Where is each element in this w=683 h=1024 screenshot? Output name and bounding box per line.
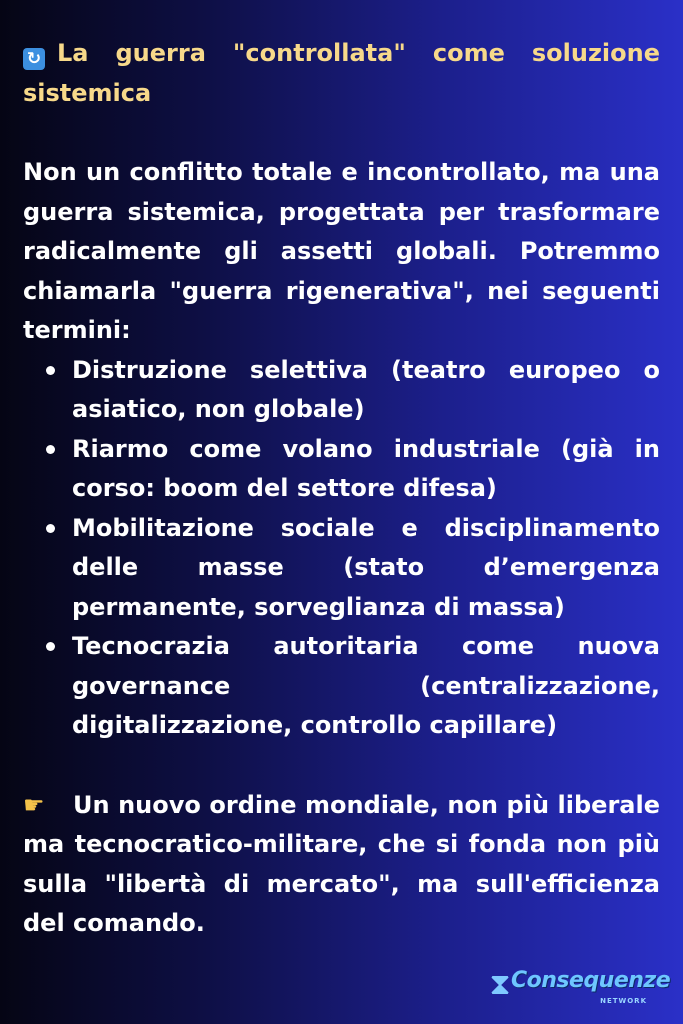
logo-wordmark: Consequenze <box>511 968 671 993</box>
bullet-dot-icon <box>46 524 55 533</box>
bullet-text: Distruzione selettiva (teatro europeo o asiatico, non globale) <box>72 355 660 423</box>
hourglass-icon: ⧗ <box>489 967 511 1002</box>
intro-paragraph: Non un conflitto totale e incontrollato, ma una guerra sistemica, progettata per trasformare radicalmente gli assetti globali. Potremmo chiamarla "guerra rigenerativa", nei seguenti termini: <box>23 158 660 344</box>
brand-logo <box>489 964 671 1008</box>
section-heading <box>23 34 660 113</box>
pointing-hand-icon: ☛ <box>23 790 45 819</box>
article-text <box>23 34 660 944</box>
bullet-dot-icon <box>46 445 55 454</box>
repeat-arrows-icon: ↻ <box>23 48 45 70</box>
bullet-list <box>23 351 660 746</box>
list-item <box>23 351 660 430</box>
spacer <box>23 113 660 153</box>
bullet-text: Riarmo come volano industriale (già in corso: boom del settore difesa) <box>72 434 660 502</box>
heading-text: La guerra "controllata" come soluzione sistemica <box>23 39 660 107</box>
spacer <box>23 746 660 786</box>
logo-subtitle: NETWORK <box>600 997 647 1005</box>
bullet-dot-icon <box>46 366 55 375</box>
conclusion-text: Un nuovo ordine mondiale, non più liberale ma tecnocratico-militare, che si fonda non più sulla "libertà di mercato", ma sull'efficienza del comando. <box>23 790 660 937</box>
conclusion-paragraph <box>23 786 660 944</box>
bullet-text: Tecnocrazia autoritaria come nuova governance (centralizzazione, digitalizzazione, controllo capillare) <box>72 632 660 739</box>
bullet-dot-icon <box>46 642 55 651</box>
bullet-text: Mobilitazione sociale e disciplinamento delle masse (stato d’emergenza permanente, sorveglianza di massa) <box>72 513 660 621</box>
list-item <box>23 627 660 746</box>
list-item <box>23 430 660 509</box>
list-item <box>23 509 660 628</box>
